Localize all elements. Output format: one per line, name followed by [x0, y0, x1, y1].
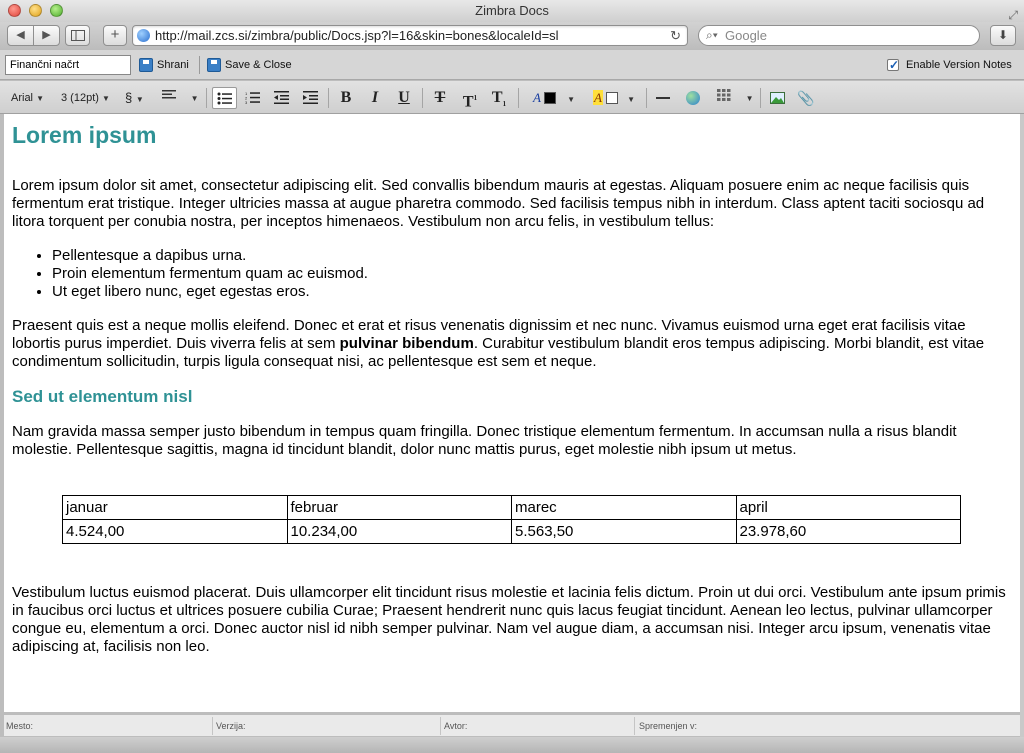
paragraph: Lorem ipsum dolor sit amet, consectetur adipiscing elit. Sed convallis bibendum mauris at egestas. Aliquam posuere enim ac neque facilisis quis fermentum erat tristique. Integer ultricies massa at augue pharetra commodo. Sed facilisis tempus nibh in interdum. Class aptent taciti sociosqu ad litora torquent per conubia nostra, per inceptos himenaeos. Vestibulum non arcu felis, in vestibulum tellus:	[12, 177, 985, 230]
browser-navbar	[0, 22, 1024, 50]
new-tab-button[interactable]: +	[103, 25, 127, 46]
svg-text:3: 3	[244, 100, 247, 104]
outdent-button[interactable]	[272, 89, 290, 107]
font-family-select[interactable]	[11, 89, 44, 107]
reload-icon[interactable]: ↻	[670, 28, 681, 43]
window-bottom-bar	[0, 737, 1024, 753]
underline-button[interactable]: U	[398, 89, 410, 106]
fullscreen-icon[interactable]: ⤢	[1008, 8, 1018, 22]
highlight-swatch	[606, 92, 618, 104]
status-divider	[440, 717, 441, 735]
chevron-down-icon: ▼	[135, 95, 144, 104]
save-close-label: Save & Close	[225, 59, 292, 71]
insert-image-button[interactable]	[768, 89, 786, 107]
paragraph: Nam gravida massa semper justo bibendum in tempus quam fringilla. Donec tristique elementum fermentum. In accumsan nulla a risus blandit molestie. Pellentesque sagittis, magna id tincidunt blandit, dolor nunc mattis purus, eget molestie nibh ipsum ut metus.	[12, 423, 957, 458]
save-icon	[139, 58, 153, 72]
insert-table-button[interactable]	[713, 89, 757, 107]
insert-link-button[interactable]	[684, 89, 702, 107]
format-toolbar	[0, 81, 1024, 114]
save-icon	[207, 58, 221, 72]
chevron-down-icon: ▼	[36, 94, 44, 103]
paragraph-text: . Curabitur vestibulum blandit eros tempus adipiscing. Morbi blandit, est vitae condimentum sollicitudin, turpis ligula consequat nisi, ac pellentesque est sem et neque.	[12, 335, 985, 370]
table-cell: 4.524,00	[63, 520, 288, 544]
link-globe-icon	[686, 91, 700, 105]
document-heading: Lorem ipsum	[12, 122, 157, 148]
sidebar-toggle-button[interactable]	[65, 25, 90, 46]
bold-button[interactable]: B	[340, 89, 352, 106]
toolbar-divider	[422, 88, 423, 108]
bullet-list	[12, 247, 1012, 301]
table-cell: 23.978,60	[736, 520, 961, 544]
indent-button[interactable]	[301, 89, 319, 107]
font-size-select[interactable]	[61, 89, 110, 107]
toolbar-divider	[328, 88, 329, 108]
search-input[interactable]	[698, 25, 980, 46]
document-toolbar	[0, 50, 1024, 80]
download-icon: ⬇	[997, 28, 1009, 42]
outdent-icon	[274, 91, 289, 104]
sidebar-icon	[71, 30, 85, 41]
status-divider	[212, 717, 213, 735]
window-titlebar	[0, 0, 1024, 22]
paragraph: Vestibulum luctus euismod placerat. Duis ullamcorper elit tincidunt risus molestie et lacinia felis dictum. Proin ut dui orci. Vestibulum ante ipsum primis in faucibus orci luctus et ultrices posuere cubilia Curae; Praesent hendrerit nunc quis lacus feugiat tincidunt. Aenean leo lectus, pulvinar ullamcorper congue eu, elementum a orci. Donec auctor nisl id nibh semper pulvinar. Nam vel augue diam, a accumsan nisi. Integer arcu ipsum, venenatis vitae adipiscing at, facilisis non leo.	[12, 584, 1006, 655]
align-left-icon	[162, 89, 176, 101]
toolbar-divider	[199, 56, 200, 74]
window-controls	[8, 4, 63, 17]
table-cell: 10.234,00	[287, 520, 512, 544]
globe-icon	[137, 29, 150, 42]
url-field[interactable]	[132, 25, 688, 46]
location-label: Mesto:	[6, 721, 34, 731]
list-item: • Proin elementum fermentum quam ac euismod.	[52, 265, 1012, 283]
data-table	[62, 495, 961, 544]
bullet-list-button[interactable]	[212, 87, 237, 109]
alignment-select[interactable]	[160, 89, 200, 107]
highlight-color-button[interactable]	[588, 89, 640, 107]
attach-file-button[interactable]	[797, 89, 815, 107]
bold-text: pulvinar bibendum	[339, 335, 474, 352]
document-editor[interactable]	[4, 114, 1020, 712]
chevron-down-icon: ▼	[567, 95, 575, 104]
horizontal-rule-button[interactable]	[655, 89, 671, 107]
font-size-value: 3 (12pt)	[61, 92, 99, 104]
window-edge	[1020, 114, 1024, 737]
svg-text:1: 1	[244, 91, 247, 96]
toolbar-divider	[760, 88, 761, 108]
toolbar-divider	[518, 88, 519, 108]
italic-button[interactable]: I	[371, 89, 379, 106]
image-icon	[770, 92, 785, 104]
modified-label: Spremenjen v:	[639, 721, 698, 731]
back-button[interactable]: ◀	[7, 25, 34, 46]
chevron-down-icon: ▼	[627, 95, 635, 104]
paperclip-icon: 📎	[797, 90, 815, 106]
chevron-down-icon: ▼	[101, 94, 110, 103]
table-row	[63, 520, 961, 544]
paragraph-style-select[interactable]	[125, 89, 144, 107]
numbered-list-button[interactable]	[243, 89, 261, 107]
bullet-list-icon	[217, 92, 232, 105]
save-button[interactable]	[139, 57, 189, 73]
version-label: Verzija:	[216, 721, 246, 731]
paragraph	[12, 317, 1012, 371]
horizontal-rule-icon	[656, 97, 670, 99]
text-color-swatch	[544, 92, 556, 104]
font-family-value: Arial	[11, 92, 34, 104]
save-close-button[interactable]	[207, 57, 292, 73]
paragraph-text: Praesent quis est a neque mollis eleifend. Donec et erat et risus venenatis dignissim et nec nunc. Vivamus euismod urna eget erat facilisis vitae lobortis purus imperdiet. Duis viverra felis at sem	[12, 317, 966, 352]
table-cell: januar	[63, 496, 288, 520]
document-name-field[interactable]: Finančni načrt	[5, 55, 131, 75]
numbered-list-icon	[245, 91, 260, 104]
version-notes-toggle[interactable]	[887, 57, 1012, 73]
url-text: http://mail.zcs.si/zimbra/public/Docs.jsp?l=16&skin=bones&localeId=sl	[155, 28, 559, 43]
version-notes-checkbox[interactable]	[887, 59, 899, 71]
close-window-button[interactable]	[8, 4, 21, 17]
subscript-button[interactable]: $T_1$	[491, 89, 507, 109]
window-title: Zimbra Docs	[475, 3, 549, 18]
table-row	[63, 496, 961, 520]
superscript-button[interactable]: $T^1$	[462, 93, 478, 111]
version-notes-label: Enable Version Notes	[906, 59, 1012, 71]
toolbar-divider	[646, 88, 647, 108]
forward-button[interactable]: ▶	[33, 25, 60, 46]
downloads-button[interactable]	[990, 25, 1016, 46]
status-divider	[634, 717, 635, 735]
minimize-window-button[interactable]	[29, 4, 42, 17]
superscript-glyph: T	[462, 93, 474, 111]
chevron-down-icon: ▼	[190, 94, 199, 103]
search-icon: ⌕▾	[706, 28, 718, 42]
search-placeholder: Google	[725, 28, 767, 43]
chevron-down-icon: ▼	[745, 94, 754, 103]
list-item: • Pellentesque a dapibus urna.	[52, 247, 1012, 265]
text-color-button[interactable]	[527, 89, 581, 107]
highlight-icon: A	[594, 90, 602, 105]
svg-text:2: 2	[244, 95, 247, 101]
table-cell: februar	[287, 496, 512, 520]
strikethrough-button[interactable]: T	[434, 89, 446, 106]
section-heading: Sed ut elementum nisl	[12, 387, 193, 406]
zoom-window-button[interactable]	[50, 4, 63, 17]
status-bar	[4, 714, 1020, 736]
text-color-icon: A	[533, 90, 541, 105]
toolbar-divider	[206, 88, 207, 108]
indent-icon	[303, 91, 318, 104]
author-label: Avtor:	[444, 721, 468, 731]
subscript-glyph: T	[491, 89, 503, 106]
table-cell: april	[736, 496, 961, 520]
table-cell: marec	[512, 496, 737, 520]
paragraph-style-glyph: §	[125, 90, 133, 105]
save-label: Shrani	[157, 59, 189, 71]
table-icon	[717, 89, 731, 101]
list-item: • Ut eget libero nunc, eget egestas eros.	[52, 283, 1012, 301]
table-cell: 5.563,50	[512, 520, 737, 544]
